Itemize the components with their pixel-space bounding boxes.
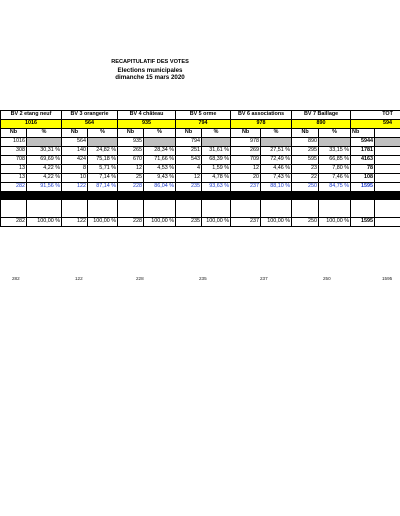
pct-cell	[261, 138, 292, 147]
total-inscrits-cell: 594	[351, 120, 400, 129]
column-header: BV 2 etang neuf	[1, 111, 62, 120]
total-cell: 5944	[351, 138, 375, 147]
pct-cell: 4,53 %	[144, 165, 176, 174]
nb-cell: 935	[118, 138, 144, 147]
pct-header: %	[319, 129, 351, 138]
gap-cell	[144, 200, 176, 218]
nb-cell: 13	[1, 165, 27, 174]
pct-cell: 100,00 %	[202, 218, 231, 227]
nb-header: Nb	[176, 129, 202, 138]
gap-cell	[261, 200, 292, 218]
table-row	[1, 174, 400, 183]
inscrits-cell: 794	[176, 120, 231, 129]
nb-cell: 250	[292, 218, 319, 227]
pct-cell: 75,18 %	[88, 156, 118, 165]
pct-cell: 91,56 %	[27, 183, 62, 192]
pct-cell: 100,00 %	[27, 218, 62, 227]
pct-cell: 1,59 %	[202, 165, 231, 174]
nb-cell: 708	[1, 156, 27, 165]
nb-header: Nb	[118, 129, 144, 138]
gap-cell	[118, 200, 144, 218]
results-table-wrap	[0, 110, 400, 270]
separator-cell	[1, 192, 400, 200]
column-header: BV 7 Baillage	[292, 111, 351, 120]
table-row	[1, 165, 400, 174]
nb-cell: 12	[231, 165, 261, 174]
footer-count: 250	[323, 276, 331, 281]
total-cell: 78	[351, 165, 375, 174]
table-row	[1, 147, 400, 156]
nb-cell: 543	[176, 156, 202, 165]
footer-counts	[0, 276, 400, 286]
gap-cell	[292, 200, 319, 218]
nb-header: Nb	[1, 129, 27, 138]
table-row	[1, 138, 400, 147]
pct-cell: 100,00 %	[261, 218, 292, 227]
pct-cell: 88,10 %	[261, 183, 292, 192]
gap-cell	[351, 200, 375, 218]
pct-cell	[88, 138, 118, 147]
pct-cell: 28,34 %	[144, 147, 176, 156]
pct-cell: 93,63 %	[202, 183, 231, 192]
footer-count: 282	[12, 276, 20, 281]
pct-cell	[319, 138, 351, 147]
pct-cell: 68,39 %	[202, 156, 231, 165]
pct-header: %	[261, 129, 292, 138]
total-header: TOT	[351, 111, 400, 120]
nb-header: Nb	[231, 129, 261, 138]
subheader-row	[1, 129, 400, 138]
total-cell: 4163	[351, 156, 375, 165]
nb-cell: 250	[292, 183, 319, 192]
pct-cell: 7,14 %	[88, 174, 118, 183]
pct-header: %	[144, 129, 176, 138]
gap-cell	[231, 200, 261, 218]
footer-count: 228	[136, 276, 144, 281]
total-pct-cell	[375, 147, 400, 156]
pct-cell: 69,69 %	[27, 156, 62, 165]
nb-cell: 23	[292, 165, 319, 174]
nb-cell: 265	[118, 147, 144, 156]
pct-header: %	[202, 129, 231, 138]
footer-count: 235	[199, 276, 207, 281]
nb-cell: 22	[292, 174, 319, 183]
pct-cell: 27,51 %	[261, 147, 292, 156]
pct-cell: 71,66 %	[144, 156, 176, 165]
gap-cell	[62, 200, 88, 218]
gap-row	[1, 200, 400, 218]
nb-cell: 228	[118, 183, 144, 192]
nb-cell: 13	[1, 174, 27, 183]
gap-cell	[202, 200, 231, 218]
gap-cell	[27, 200, 62, 218]
final-row	[1, 218, 400, 227]
pct-cell: 4,78 %	[202, 174, 231, 183]
pct-cell	[144, 138, 176, 147]
nb-cell: 122	[62, 218, 88, 227]
gap-cell	[319, 200, 351, 218]
footer-count: 1595	[382, 276, 393, 281]
nb-cell: 978	[231, 138, 261, 147]
pct-cell: 4,22 %	[27, 174, 62, 183]
footer-count: 237	[260, 276, 268, 281]
total-pct-cell	[375, 138, 400, 147]
nb-cell: 12	[118, 165, 144, 174]
pct-header: %	[27, 129, 62, 138]
pct-cell: 9,43 %	[144, 174, 176, 183]
nb-cell: 10	[62, 174, 88, 183]
nb-header: Nb	[292, 129, 319, 138]
pct-cell: 100,00 %	[319, 218, 351, 227]
report-title: RECAPITULATIF DES VOTES	[111, 59, 189, 65]
election-name: Elections municipales	[117, 66, 183, 74]
pct-cell: 66,85 %	[319, 156, 351, 165]
gap-cell	[176, 200, 202, 218]
nb-cell: 670	[118, 156, 144, 165]
pct-cell: 100,00 %	[88, 218, 118, 227]
nb-cell: 20	[231, 174, 261, 183]
nb-cell: 12	[176, 174, 202, 183]
nb-cell: 564	[62, 138, 88, 147]
pct-cell: 30,31 %	[27, 147, 62, 156]
nb-cell: 8	[62, 165, 88, 174]
pct-cell: 24,82 %	[88, 147, 118, 156]
pct-header: %	[88, 129, 118, 138]
total-pct-cell	[375, 218, 400, 227]
pct-cell: 100,00 %	[144, 218, 176, 227]
nb-cell: 140	[62, 147, 88, 156]
pct-cell: 72,49 %	[261, 156, 292, 165]
pct-cell: 86,04 %	[144, 183, 176, 192]
nb-cell: 595	[292, 156, 319, 165]
nb-cell: 235	[176, 218, 202, 227]
separator-band	[1, 192, 400, 200]
pct-cell: 87,14 %	[88, 183, 118, 192]
total-pct-cell	[375, 174, 400, 183]
column-header: BV 3 orangerie	[62, 111, 118, 120]
nb-header: Nb	[351, 129, 375, 138]
column-header: BV 4 château	[118, 111, 176, 120]
total-cell: 1595	[351, 218, 375, 227]
nb-cell: 1016	[1, 138, 27, 147]
nb-cell: 235	[176, 183, 202, 192]
total-pct-cell	[375, 156, 400, 165]
gap-cell	[1, 200, 27, 218]
total-cell: 1595	[351, 183, 375, 192]
pct-cell: 5,71 %	[88, 165, 118, 174]
nb-cell: 295	[292, 147, 319, 156]
nb-cell: 4	[176, 165, 202, 174]
inscrits-row	[1, 120, 400, 129]
gap-cell	[375, 200, 400, 218]
nb-cell: 25	[118, 174, 144, 183]
nb-cell: 237	[231, 183, 261, 192]
results-table	[0, 110, 400, 227]
pct-cell: 7,80 %	[319, 165, 351, 174]
report-titles	[0, 59, 300, 82]
total-spacer	[375, 129, 400, 138]
table-row	[1, 156, 400, 165]
pct-cell: 84,75 %	[319, 183, 351, 192]
pct-cell	[27, 138, 62, 147]
nb-cell: 424	[62, 156, 88, 165]
pct-cell: 7,46 %	[319, 174, 351, 183]
column-header: BV 6 associations	[231, 111, 292, 120]
pct-cell: 4,46 %	[261, 165, 292, 174]
header-row	[1, 111, 400, 120]
nb-cell: 794	[176, 138, 202, 147]
column-header: BV 5 orme	[176, 111, 231, 120]
nb-cell: 237	[231, 218, 261, 227]
nb-header: Nb	[62, 129, 88, 138]
inscrits-cell: 890	[292, 120, 351, 129]
total-pct-cell	[375, 165, 400, 174]
nb-cell: 282	[1, 183, 27, 192]
total-cell: 1781	[351, 147, 375, 156]
total-pct-cell	[375, 183, 400, 192]
total-cell: 108	[351, 174, 375, 183]
election-date: dimanche 15 mars 2020	[115, 74, 185, 82]
footer-count: 122	[75, 276, 83, 281]
gap-cell	[88, 200, 118, 218]
nb-cell: 251	[176, 147, 202, 156]
pct-cell	[202, 138, 231, 147]
nb-cell: 269	[231, 147, 261, 156]
nb-cell: 282	[1, 218, 27, 227]
inscrits-cell: 935	[118, 120, 176, 129]
pct-cell: 4,22 %	[27, 165, 62, 174]
nb-cell: 228	[118, 218, 144, 227]
nb-cell: 308	[1, 147, 27, 156]
pct-cell: 31,61 %	[202, 147, 231, 156]
nb-cell: 709	[231, 156, 261, 165]
inscrits-cell: 564	[62, 120, 118, 129]
inscrits-cell: 978	[231, 120, 292, 129]
nb-cell: 890	[292, 138, 319, 147]
pct-cell: 7,43 %	[261, 174, 292, 183]
table-row	[1, 183, 400, 192]
nb-cell: 122	[62, 183, 88, 192]
inscrits-cell: 1016	[1, 120, 62, 129]
pct-cell: 33,15 %	[319, 147, 351, 156]
